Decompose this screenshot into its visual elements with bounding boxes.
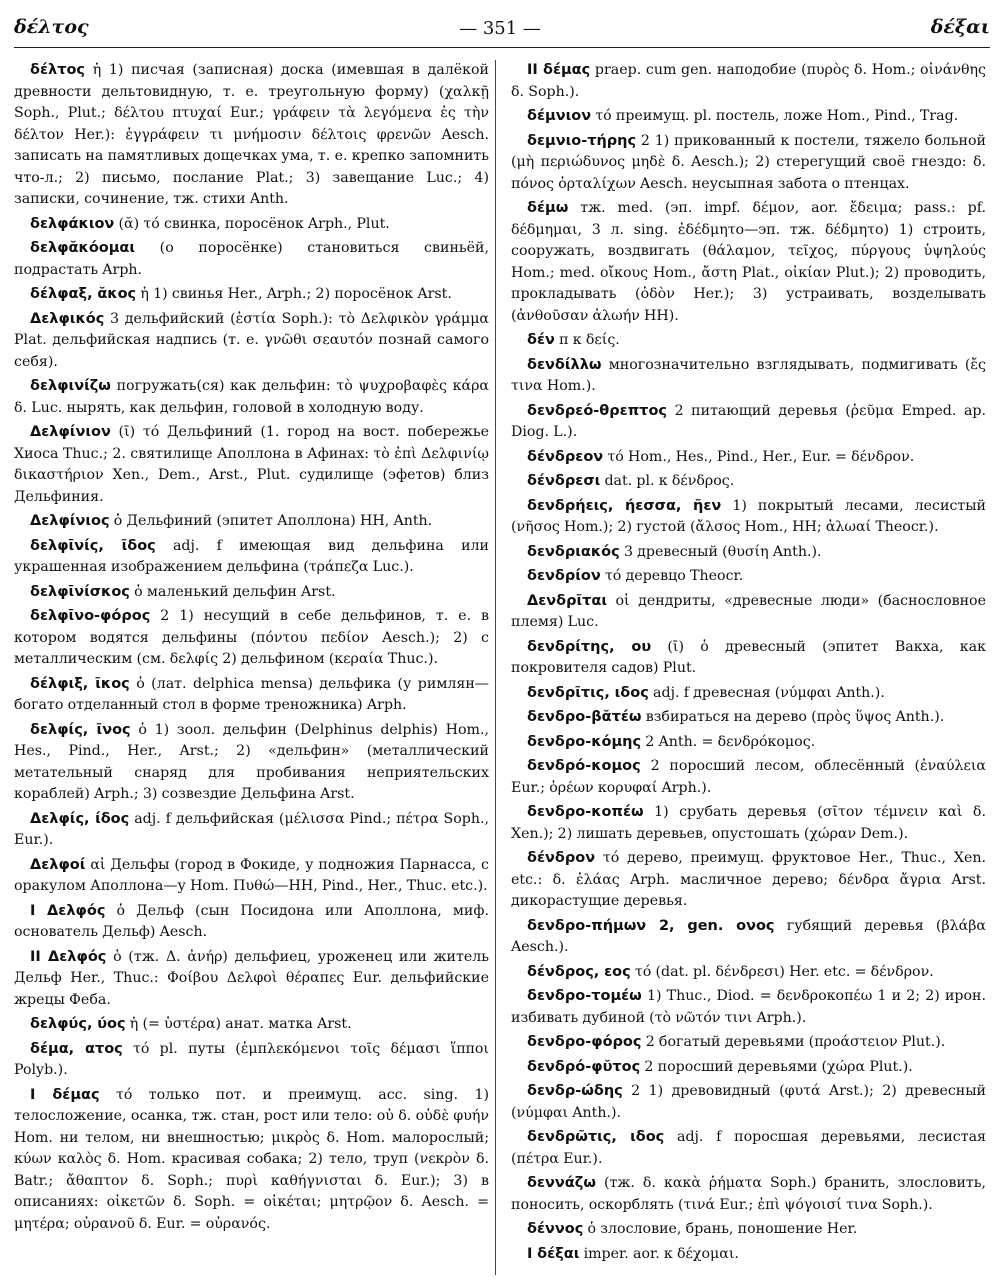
dictionary-entry — [14, 606, 489, 671]
dictionary-entry — [511, 401, 986, 444]
entry-definition: 2 питающий деревья (ῥεῦμα Emped. ap. Diog. L.). — [511, 402, 986, 440]
right-column — [511, 60, 986, 1268]
entry-headword: δέλφαξ, ᾰκος — [30, 286, 137, 302]
entry-headword: δενδρεό-θρεπτος — [527, 402, 667, 419]
dictionary-entry — [511, 1081, 986, 1124]
entry-definition: ἡ 1) писчая (записная) доска (имевшая в далёкой древности дельтовидную, т. е. треугольную форму) (χαλκῇ Soph., Plut.; δέλτου πτυχαί Eur.; γράφειν τὰ λεγόμενα ἐς τὴν δέλτον Her.): ἐγγράφειν τι μνήμοσιν δέλτοις φρενῶν Aesch. записать на памятливых дощечках ума, т. е. крепко запомнить что-л.; 2) письмо, послание Plat.; 3) завещание Luc.; 4) записки, сочинение, тж. стихи Anth. — [14, 62, 489, 207]
entry-definition: τό Hom., Hes., Pind., Her., Eur. = δένδρον. — [603, 448, 915, 465]
dictionary-entry — [14, 1014, 489, 1036]
entry-definition: 2 1) древовидный (φυτά Arst.); 2) древесный (νύμφαι Anth.). — [511, 1083, 986, 1121]
entry-definition: adj. f древесная (νύμφαι Anth.). — [648, 684, 885, 701]
entry-definition: (ῑ) ὁ древесный (эпитет Вакха, как покровителя садов) Plut. — [511, 638, 986, 676]
dictionary-entry — [14, 376, 489, 419]
entry-definition: ὁ Дельфиний (эпитет Аполлона) HH, Anth. — [109, 513, 433, 529]
page-number: — 351 — — [459, 18, 541, 39]
entry-headword: δένδρος, εος — [527, 963, 631, 980]
entry-headword: δέμα, ατος — [30, 1040, 123, 1057]
entry-headword: δέμνιον — [527, 108, 592, 124]
entry-definition: τό преимущ. pl. постель, ложе Hom., Pind., Trag. — [591, 108, 959, 124]
dictionary-entry — [511, 637, 986, 680]
entry-definition: ἡ (= ὑστέρα) анат. матка Arst. — [125, 1016, 352, 1032]
entry-definition: ὁ (лат. delphica mensa) дельфика (у римлян—богато отделанный стол в форме треножника) Arph. — [14, 675, 489, 713]
entry-headword: δεμνιο-τήρης — [527, 132, 637, 149]
entry-headword: Δελφίς, ίδος — [30, 810, 130, 827]
entry-headword: δενδρό-κομος — [527, 758, 641, 774]
dictionary-entry — [14, 1085, 489, 1236]
entry-headword: δελφῑνίσκος — [30, 583, 130, 600]
entry-definition: 2 Anth. = δενδρόκομος. — [641, 733, 816, 750]
entry-definition: τό (dat. pl. δένδρεσι) Her. etc. = δένδρον. — [630, 963, 934, 980]
entry-definition: 1) Thuc., Diod. = δενδροκοπέω 1 и 2; 2) ирон. избивать дубиной (τὸ νῶτόν τινι Arph.). — [511, 988, 986, 1026]
entry-definition: οἱ дендриты, «древесные люди» (баснословное племя) Luc. — [511, 592, 986, 630]
dictionary-entry — [511, 447, 986, 469]
dictionary-entry — [14, 309, 489, 374]
dictionary-entry — [511, 962, 986, 984]
entry-definition: (тж. δ. κακὰ ῥήματα Soph.) бранить, злословить, поносить, оскорблять (τινά Eur.; ἐπὶ ψόγοισί τινα Soph.). — [511, 1175, 986, 1213]
entry-headword: Δελφίνιος — [30, 513, 110, 529]
entry-definition: ὁ маленький дельфин Arst. — [129, 583, 336, 600]
dictionary-entry — [511, 566, 986, 588]
entry-headword: Δελφίνιον — [30, 424, 111, 440]
dictionary-entry — [14, 536, 489, 579]
dictionary-entry — [511, 106, 986, 128]
entry-headword: δελφῑνο-φόρος — [30, 608, 151, 624]
entry-headword: II δέμας — [527, 62, 591, 78]
entry-definition: 2 1) несущий в себе дельфинов, т. е. в котором водятся дельфины (πόντου πεδίον Aesch.); 2) с металлическим (см. δελφίς 2) дельфином (κεραία Thuc.). — [14, 608, 489, 667]
entry-headword: δενδρο-τομέω — [527, 988, 642, 1004]
dictionary-entry — [511, 471, 986, 493]
dictionary-entry — [511, 1057, 986, 1079]
entry-definition: τό pl. путы (ἐμπλεκόμενοι τοῖς δέμασι ἵπποι Polyb.). — [14, 1040, 489, 1078]
entry-definition: тж. med. (эп. impf. δέμον, aor. ἔδειμα; pass.: pf. δέδμημαι, 3 л. sing. ἐδέδμητο—эп. тж. δέδμητο) 1) строить, сооружать, воздвигать (θάλαμον, τεῖχος, πύργους ὑψηλούς Hom.; med. οἴκους Hom., ἄστη Plat., οἰκίαν Plut.); 2) проводить, прокладывать (ὁδὸν Her.); 3) устраивать, возделывать (ἀνθοῦσαν ἀλωήν HH). — [511, 200, 986, 324]
column-divider — [495, 60, 496, 1275]
entry-definition: praep. cum gen. наподобие (πυρὸς δ. Hom.; οἰνάνθης δ. Soph.). — [511, 62, 986, 100]
dictionary-entry — [511, 707, 986, 729]
entry-definition: взбираться на дерево (πρὸς ὕψος Anth.). — [641, 709, 945, 725]
entry-headword: δελφινίζω — [30, 378, 111, 394]
entry-headword: δελφῑνίς, ῖδος — [30, 537, 156, 554]
entry-definition: 3 древесный (θυσίη Anth.). — [619, 543, 822, 560]
entry-headword: δέμω — [527, 200, 569, 216]
dictionary-entry — [511, 1032, 986, 1054]
entry-definition: τό дерево, преимущ. фруктовое Her., Thuc., Xen. etc.: δ. ἐλάας Arph. масличное дерево; δένδρα ἄγρια Arst. дикорастущие деревья. — [511, 850, 986, 909]
entry-headword: δενδίλλω — [527, 356, 602, 373]
entry-headword: δελφίς, ῖνος — [30, 721, 131, 738]
header-rule — [14, 47, 990, 48]
entry-headword: δενδρο-φόρος — [527, 1034, 642, 1050]
entry-headword: δελφάκιον — [30, 215, 115, 232]
entry-definition: 3 дельфийский (ἑστία Soph.): τὸ Δελφικὸν γράμμα Plat. дельфийская надпись (т. е. γνῶθι σεαυτόν познай самого себя). — [14, 310, 489, 370]
dictionary-entry — [511, 756, 986, 799]
entry-definition: τό деревцо Theocr. — [600, 568, 744, 584]
entry-headword: δενδρίον — [527, 568, 601, 584]
entry-headword: δενδρο-βᾰτέω — [527, 709, 642, 725]
entry-definition: αἱ Дельфы (город в Фокиде, у подножия Парнасса, с оракулом Аполлона—у Hom. Πυθώ—HH, Pind., Her., Thuc. etc.). — [14, 856, 489, 894]
entry-headword: δεννάζω — [527, 1175, 596, 1191]
left-running-headword: δέλτος — [14, 16, 89, 38]
entry-headword: δένδρεον — [527, 448, 604, 465]
dictionary-entry — [511, 60, 986, 103]
dictionary-entry — [511, 355, 986, 398]
entry-headword: Δενδρῖται — [527, 592, 608, 609]
entry-definition: ὁ Дельф (сын Посидона или Аполлона, миф. основатель Дельф) Aesch. — [14, 902, 489, 940]
entry-headword: I Δελφός — [30, 902, 106, 919]
entry-headword: δενδρο-κόμης — [527, 733, 642, 750]
entry-definition: 2 поросший лесом, облесённый (ἐναύλεια Eur.; ὀρέων κορυφαί Arph.). — [511, 758, 986, 796]
dictionary-entry — [14, 511, 489, 533]
entry-definition: adj. f имеющая вид дельфина или украшенная изображением дельфина (τράπεζα Luc.). — [14, 537, 489, 575]
entry-definition: imper. aor. к δέχομαι. — [579, 1245, 739, 1262]
dictionary-entry — [511, 732, 986, 754]
entry-headword: δέννος — [527, 1221, 584, 1237]
entry-headword: δενδρο-κοπέω — [527, 804, 644, 820]
dictionary-entry — [14, 422, 489, 508]
entry-definition: губящий деревья (βλάβα Aesch.). — [511, 917, 986, 955]
dictionary-entry — [14, 60, 489, 211]
entry-headword: I δέξαι — [527, 1245, 580, 1262]
dictionary-entry — [511, 916, 986, 959]
entry-definition: (ᾰ) τό свинка, поросёнок Arph., Plut. — [114, 215, 390, 232]
dictionary-entry — [511, 848, 986, 913]
entry-headword: δενδρήεις, ήεσσα, ῆεν — [527, 497, 722, 514]
entry-headword: δενδρῶτις, ιδος — [527, 1129, 665, 1145]
dictionary-entry — [511, 1219, 986, 1241]
dictionary-entry — [14, 1039, 489, 1082]
dictionary-entry — [511, 683, 986, 705]
dictionary-entry — [14, 855, 489, 898]
entry-headword: δέλτος — [30, 62, 86, 78]
entry-definition: 2 1) прикованный к постели, тяжело больной (μὴ περιώδυνος μηδὲ δ. Aesch.); 2) стерегущий своё гнездо: δ. πόνος ὀρταλίχων Aesch. неусыпная забота о птенцах. — [511, 132, 986, 192]
entry-definition: dat. pl. к δένδρος. — [600, 473, 735, 489]
entry-headword: δενδρ-ώδης — [527, 1083, 623, 1099]
entry-definition: ὁ 1) зоол. дельфин (Delphinus delphis) Hom., Hes., Pind., Her., Arst.; 2) «дельфин» (металлический метательный снаряд для пробивания неприятельских кораблей) Arph.; 3) созвездие Дельфина Arst. — [14, 721, 490, 802]
page-header — [0, 0, 1000, 50]
dictionary-entry — [511, 496, 986, 539]
entry-headword: II Δελφός — [30, 948, 107, 965]
dictionary-entry — [14, 238, 489, 281]
entry-definition: многозначительно взглядывать, подмигивать (ἔς τινα Hom.). — [511, 356, 986, 394]
entry-definition: (ῑ) τό Дельфиний (1. город на вост. побережье Хиоса Thuc.; 2. святилище Аполлона в Афинах: τὸ ἐπὶ Δελφινίῳ δικαστήριον Xen., Dem., Arst., Plut. судилище (эфетов) близ Дельфиния. — [14, 424, 489, 505]
entry-headword: δενδρο-πήμων 2, gen. ονος — [527, 917, 775, 934]
right-running-headword: δέξαι — [930, 16, 990, 38]
entry-definition: погружать(ся) как дельфин: τὸ ψυχροβαφὲς κάρα δ. Luc. нырять, как дельфин, головой в холодную воду. — [14, 378, 489, 416]
dictionary-entry — [511, 1173, 986, 1216]
dictionary-entry — [511, 330, 986, 352]
entry-definition: ἡ 1) свинья Her., Arph.; 2) поросёнок Arst. — [136, 286, 452, 302]
left-column — [14, 60, 489, 1238]
entry-definition: τό только пот. и преимущ. acc. sing. 1) телосложение, осанка, тж. стан, рост или тело: οὐ δ. οὐδὲ φυήν Hom. ни телом, ни внешностью; μικρὸς δ. Hom. малорослый; κύων καλὸς δ. Hom. красивая собака; 2) тело, труп (νεκρὸν δ. Batr.; ἄθαπτον δ. Soph.; πυρὶ καθήγνισται δ. Eur.); 3) в описаниях: οἰκετῶν δ. Soph. = οἰκέται; μητρῷον δ. Aesch. = μητέρα; οὐρανοῦ δ. Eur. = οὐρανός. — [14, 1086, 490, 1232]
dictionary-entry — [511, 198, 986, 327]
dictionary-entry — [511, 131, 986, 196]
entry-headword: δέλφιξ, ῖκος — [30, 675, 130, 692]
dictionary-entry — [14, 901, 489, 944]
entry-definition: adj. f поросшая деревьями, лесистая (πέτρα Eur.). — [511, 1129, 986, 1167]
dictionary-entry — [511, 591, 986, 634]
dictionary-entry — [511, 542, 986, 564]
entry-headword: δένδρεσι — [527, 473, 601, 489]
entry-headword: δελφύς, ύος — [30, 1016, 126, 1032]
entry-headword: Δελφοί — [30, 856, 86, 873]
dictionary-entry — [14, 214, 489, 236]
dictionary-entry — [511, 1127, 986, 1170]
dictionary-entry — [511, 986, 986, 1029]
entry-headword: Δελφικός — [30, 310, 105, 327]
entry-headword: δενδριακός — [527, 543, 620, 560]
dictionary-entry — [14, 582, 489, 604]
dictionary-entry — [511, 1244, 986, 1266]
entry-headword: δενδρίτης, ου — [527, 638, 652, 655]
entry-definition: adj. f дельфийская (μέλισσα Pind.; πέτρα Soph., Eur.). — [14, 810, 489, 848]
entry-definition: ὁ злословие, брань, поношение Her. — [583, 1221, 858, 1237]
entry-headword: δέν — [527, 332, 555, 348]
entry-headword: δελφᾰκόομαι — [30, 240, 136, 256]
entry-definition: 1) срубать деревья (σῖτον τέμνειν καὶ δ. Xen.); 2) лишать деревьев, опустошать (χώραν Dem.). — [511, 804, 986, 842]
dictionary-entry — [14, 674, 489, 717]
dictionary-entry — [14, 720, 489, 806]
dictionary-entry — [14, 284, 489, 306]
entry-definition: 2 богатый деревьями (προάστειον Plut.). — [641, 1034, 946, 1050]
entry-definition: п к δείς. — [554, 332, 620, 348]
entry-definition: 1) покрытый лесами, лесистый (νῆσος Hom.); 2) густой (ἄλσος Hom., HH; ἀλωαί Theocr.). — [511, 497, 986, 535]
entry-definition: 2 поросший деревьями (χώρα Plut.). — [640, 1058, 913, 1075]
entry-headword: δενδρῖτις, ιδος — [527, 684, 649, 701]
entry-headword: δένδρον — [527, 850, 596, 866]
entry-definition: ὁ (тж. Δ. ἀνήρ) дельфиец, уроженец или житель Дельф Her., Thuc.: Φοίβου Δελφοὶ θέραπες Eur. дельфийские жрецы Феба. — [14, 948, 489, 1008]
dictionary-entry — [14, 809, 489, 852]
entry-headword: I δέμας — [30, 1086, 100, 1103]
dictionary-entry — [511, 802, 986, 845]
dictionary-entry — [14, 947, 489, 1012]
entry-headword: δενδρό-φῠτος — [527, 1058, 641, 1075]
entry-definition: (о поросёнке) становиться свиньёй, подрастать Arph. — [14, 240, 489, 278]
